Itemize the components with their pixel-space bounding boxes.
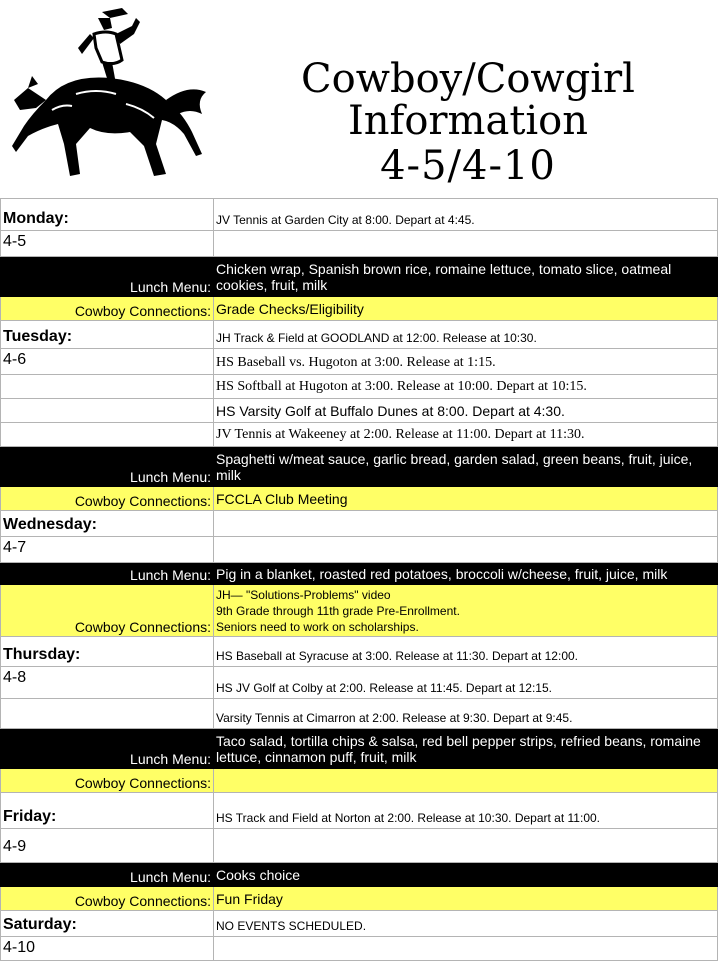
day-label: Wednesday: — [1, 511, 214, 537]
header — [0, 0, 718, 198]
table-row — [1, 423, 718, 447]
table-row — [1, 537, 718, 563]
event-cell: JV Tennis at Wakeeney at 2:00. Release at 11:00. Depart at 11:30. — [214, 423, 718, 447]
event-cell: JV Tennis at Garden City at 8:00. Depart at 4:45. — [214, 199, 718, 231]
table-row — [1, 375, 718, 399]
event-cell: NO EVENTS SCHEDULED. — [214, 911, 718, 937]
connections-value — [214, 585, 718, 637]
event-cell: Varsity Tennis at Cimarron at 2:00. Release at 9:30. Depart at 9:45. — [214, 699, 718, 729]
page-title — [218, 58, 718, 190]
lunch-menu: Taco salad, tortilla chips & salsa, red bell pepper strips, refried beans, romaine lettuce, cinnamon puff, fruit, milk — [214, 729, 718, 769]
date-label: 4-10 — [1, 937, 214, 961]
table-row — [1, 563, 718, 585]
connections-line: JH— "Solutions-Problems" video — [216, 587, 391, 602]
lunch-label: Lunch Menu: — [1, 447, 214, 487]
connections-label: Cowboy Connections: — [1, 769, 214, 793]
lunch-label: Lunch Menu: — [1, 257, 214, 297]
connections-label: Cowboy Connections: — [1, 585, 214, 637]
event-cell — [214, 231, 718, 257]
table-row — [1, 769, 718, 793]
lunch-label: Lunch Menu: — [1, 563, 214, 585]
day-label: Saturday: — [1, 911, 214, 937]
table-row — [1, 399, 718, 423]
date-label: 4-9 — [1, 829, 214, 863]
date-label: 4-6 — [1, 349, 214, 375]
event-cell: HS Baseball vs. Hugoton at 3:00. Release at 1:15. — [214, 349, 718, 375]
day-label: Friday: — [1, 793, 214, 829]
day-label: Tuesday: — [1, 321, 214, 349]
connections-line: 9th Grade through 11th grade Pre-Enrollment. — [216, 603, 460, 618]
table-row — [1, 699, 718, 729]
lunch-menu: Cooks choice — [214, 863, 718, 887]
connections-value: Grade Checks/Eligibility — [214, 297, 718, 321]
day-label: Thursday: — [1, 637, 214, 667]
table-row — [1, 321, 718, 349]
lunch-label: Lunch Menu: — [1, 863, 214, 887]
table-row — [1, 487, 718, 511]
title-line-2: Information — [347, 98, 589, 144]
event-cell: JH Track & Field at GOODLAND at 12:00. Release at 10:30. — [214, 321, 718, 349]
table-row — [1, 729, 718, 769]
table-row — [1, 911, 718, 937]
date-label: 4-5 — [1, 231, 214, 257]
event-cell: HS Baseball at Syracuse at 3:00. Release at 11:30. Depart at 12:00. — [214, 637, 718, 667]
connections-label: Cowboy Connections: — [1, 887, 214, 911]
event-cell: HS JV Golf at Colby at 2:00. Release at 11:45. Depart at 12:15. — [214, 667, 718, 699]
connections-value: Fun Friday — [214, 887, 718, 911]
event-cell: HS Track and Field at Norton at 2:00. Release at 10:30. Depart at 11:00. — [214, 793, 718, 829]
day-label: Monday: — [1, 199, 214, 231]
schedule-table — [0, 198, 718, 961]
table-row — [1, 585, 718, 637]
event-cell: HS Varsity Golf at Buffalo Dunes at 8:00. Depart at 4:30. — [214, 399, 718, 423]
title-date-range: 4-5/4-10 — [380, 143, 556, 189]
connections-label: Cowboy Connections: — [1, 297, 214, 321]
table-row — [1, 447, 718, 487]
table-row — [1, 667, 718, 699]
table-row — [1, 199, 718, 231]
table-row — [1, 793, 718, 829]
connections-line: Seniors need to work on scholarships. — [216, 619, 419, 634]
table-row — [1, 887, 718, 911]
title-line-1: Cowboy/Cowgirl — [301, 56, 635, 102]
table-row — [1, 637, 718, 667]
table-row — [1, 349, 718, 375]
table-row — [1, 511, 718, 537]
lunch-menu: Pig in a blanket, roasted red potatoes, broccoli w/cheese, fruit, juice, milk — [214, 563, 718, 585]
lunch-label: Lunch Menu: — [1, 729, 214, 769]
connections-value: FCCLA Club Meeting — [214, 487, 718, 511]
lunch-menu: Chicken wrap, Spanish brown rice, romaine lettuce, tomato slice, oatmeal cookies, fruit, milk — [214, 257, 718, 297]
table-row — [1, 937, 718, 961]
table-row — [1, 297, 718, 321]
table-row — [1, 829, 718, 863]
table-row — [1, 231, 718, 257]
bronc-rider-logo — [6, 4, 212, 190]
connections-label: Cowboy Connections: — [1, 487, 214, 511]
date-label: 4-8 — [1, 667, 214, 699]
table-row — [1, 257, 718, 297]
table-row — [1, 863, 718, 887]
date-label: 4-7 — [1, 537, 214, 563]
lunch-menu: Spaghetti w/meat sauce, garlic bread, garden salad, green beans, fruit, juice, milk — [214, 447, 718, 487]
event-cell: HS Softball at Hugoton at 3:00. Release at 10:00. Depart at 10:15. — [214, 375, 718, 399]
connections-value — [214, 769, 718, 793]
